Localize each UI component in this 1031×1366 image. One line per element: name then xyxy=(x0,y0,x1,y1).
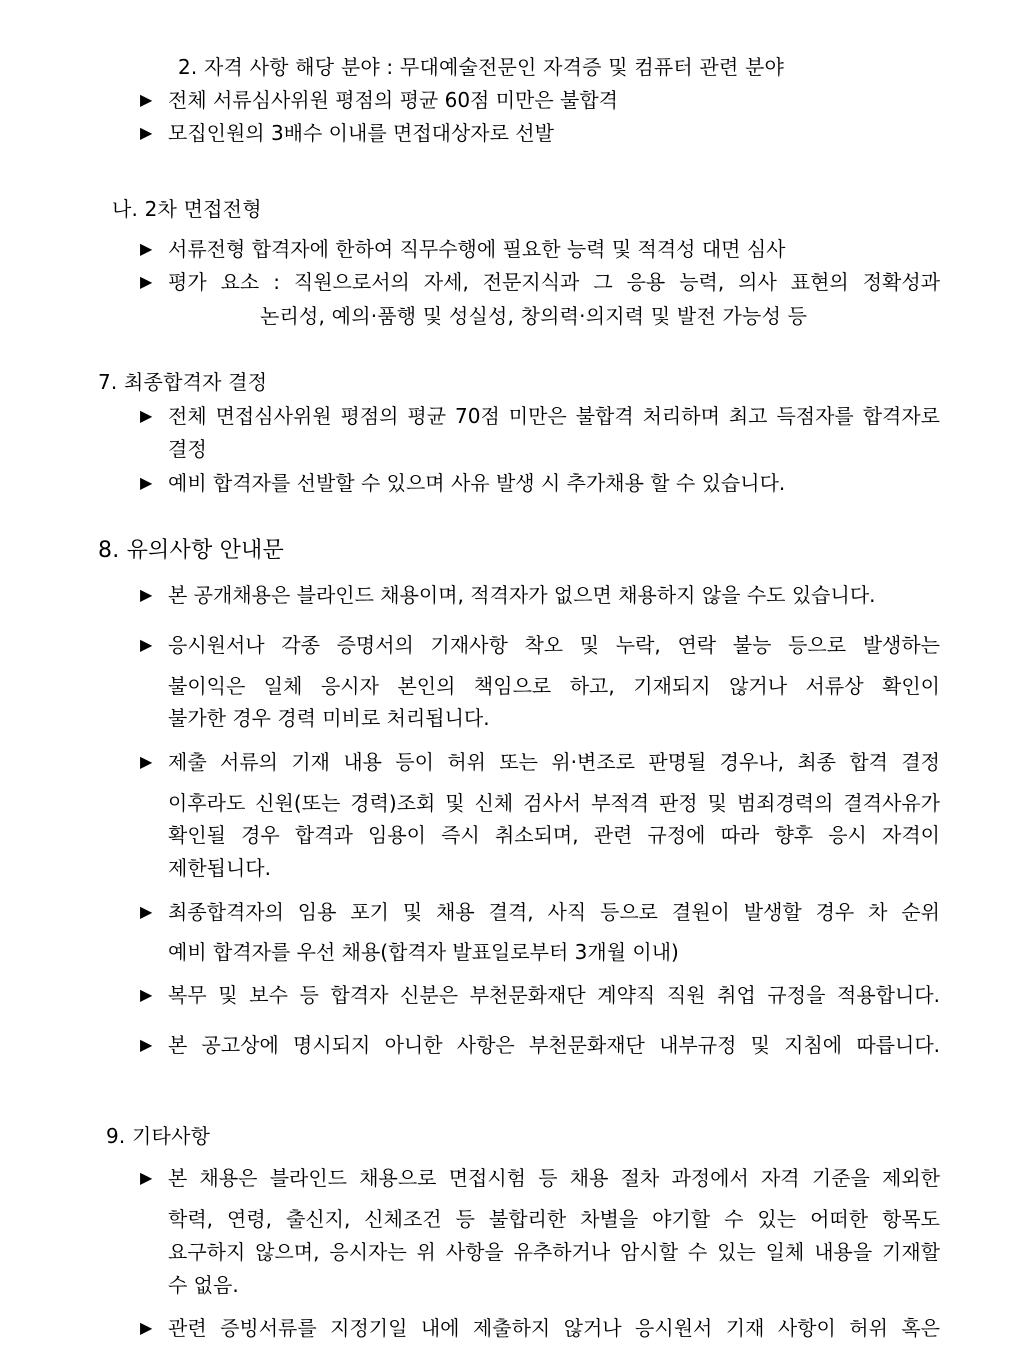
bullet-arrow-icon: ▶ xyxy=(140,585,153,604)
notice-continuation-text: 제한됩니다. xyxy=(168,856,271,880)
final-bullet-text: 전체 면접심사위원 평점의 평균 70점 미만은 불합격 처리하며 최고 득점자를 합격자로 xyxy=(168,404,940,428)
notice-continuation-text: 불가한 경우 경력 미비로 처리됩니다. xyxy=(168,706,490,730)
doc-bullet-text: 전체 서류심사위원 평점의 평균 60점 미만은 불합격 xyxy=(168,88,618,112)
final-bullet-text: 예비 합격자를 선발할 수 있으며 사유 발생 시 추가채용 할 수 있습니다. xyxy=(168,471,786,495)
bullet-arrow-icon: ▶ xyxy=(140,406,153,425)
qualification-field-line: 2. 자격 사항 해당 분야 : 무대예술전문인 자격증 및 컴퓨터 관련 분야 xyxy=(178,55,785,79)
bullet-arrow-icon: ▶ xyxy=(140,1035,153,1054)
notice-continuation-text: 예비 합격자를 우선 채용(합격자 발표일로부터 3개월 이내) xyxy=(168,940,679,964)
notice-bullet-text: 본 공개채용은 블라인드 채용이며, 적격자가 없으면 채용하지 않을 수도 있습니다. xyxy=(168,583,876,607)
bullet-arrow-icon: ▶ xyxy=(140,239,153,258)
final-bullet-continuation: 결정 xyxy=(168,437,208,461)
notice-continuation-text: 불이익은 일체 응시자 본인의 책임으로 하고, 기재되지 않거나 서류상 확인이 xyxy=(168,674,940,698)
bullet-arrow-icon: ▶ xyxy=(140,473,153,492)
bullet-arrow-icon: ▶ xyxy=(140,90,153,109)
interview-heading: 나. 2차 면접전형 xyxy=(112,197,262,221)
notice-bullet-text: 제출 서류의 기재 내용 등이 허위 또는 위·변조로 판명될 경우나, 최종 합격 결정 xyxy=(168,750,940,774)
bullet-arrow-icon: ▶ xyxy=(140,985,153,1004)
notice-bullet-text: 복무 및 보수 등 합격자 신분은 부천문화재단 계약직 직원 취업 규정을 적용합니다. xyxy=(168,983,940,1007)
bullet-arrow-icon: ▶ xyxy=(140,1168,153,1187)
bullet-arrow-icon: ▶ xyxy=(140,1318,153,1337)
notice-continuation-text: 확인될 경우 합격과 임용이 즉시 취소되며, 관련 규정에 따라 향후 응시 자격이 xyxy=(168,823,940,847)
notice-heading: 8. 유의사항 안내문 xyxy=(98,538,284,563)
etc-bullet-text: 관련 증빙서류를 지정기일 내에 제출하지 않거나 응시원서 기재 사항이 허위 혹은 xyxy=(168,1316,940,1340)
bullet-arrow-icon: ▶ xyxy=(140,123,153,142)
notice-continuation-text: 이후라도 신원(또는 경력)조회 및 신체 검사서 부적격 판정 및 범죄경력의 결격사유가 xyxy=(168,791,940,815)
etc-continuation-text: 학력, 연령, 출신지, 신체조건 등 불합리한 차별을 야기할 수 있는 어떠한 항목도 xyxy=(168,1207,940,1231)
bullet-arrow-icon: ▶ xyxy=(140,272,153,291)
bullet-arrow-icon: ▶ xyxy=(140,635,153,654)
bullet-arrow-icon: ▶ xyxy=(140,752,153,771)
etc-continuation-text: 요구하지 않으며, 응시자는 위 사항을 유추하거나 암시할 수 있는 일체 내용을 기재할 xyxy=(168,1240,940,1264)
interview-bullet-text: 평가 요소 : 직원으로서의 자세, 전문지식과 그 응용 능력, 의사 표현의 정확성과 xyxy=(168,270,940,294)
interview-bullet-text: 서류전형 합격자에 한하여 직무수행에 필요한 능력 및 적격성 대면 심사 xyxy=(168,237,786,261)
doc-bullet-text: 모집인원의 3배수 이내를 면접대상자로 선발 xyxy=(168,121,554,145)
final-heading: 7. 최종합격자 결정 xyxy=(98,370,268,394)
notice-bullet-text: 본 공고상에 명시되지 아니한 사항은 부천문화재단 내부규정 및 지침에 따릅니다. xyxy=(168,1033,940,1057)
notice-bullet-text: 최종합격자의 임용 포기 및 채용 결격, 사직 등으로 결원이 발생할 경우 차 순위 xyxy=(168,900,940,924)
etc-heading: 9. 기타사항 xyxy=(106,1124,211,1148)
bullet-arrow-icon: ▶ xyxy=(140,902,153,921)
interview-bullet-continuation: 논리성, 예의·품행 및 성실성, 창의력·의지력 및 발전 가능성 등 xyxy=(260,304,808,328)
notice-bullet-text: 응시원서나 각종 증명서의 기재사항 착오 및 누락, 연락 불능 등으로 발생하는 xyxy=(168,633,940,657)
etc-bullet-text: 본 채용은 블라인드 채용으로 면접시험 등 채용 절차 과정에서 자격 기준을 제외한 xyxy=(168,1166,940,1190)
etc-continuation-text: 수 없음. xyxy=(168,1273,239,1297)
